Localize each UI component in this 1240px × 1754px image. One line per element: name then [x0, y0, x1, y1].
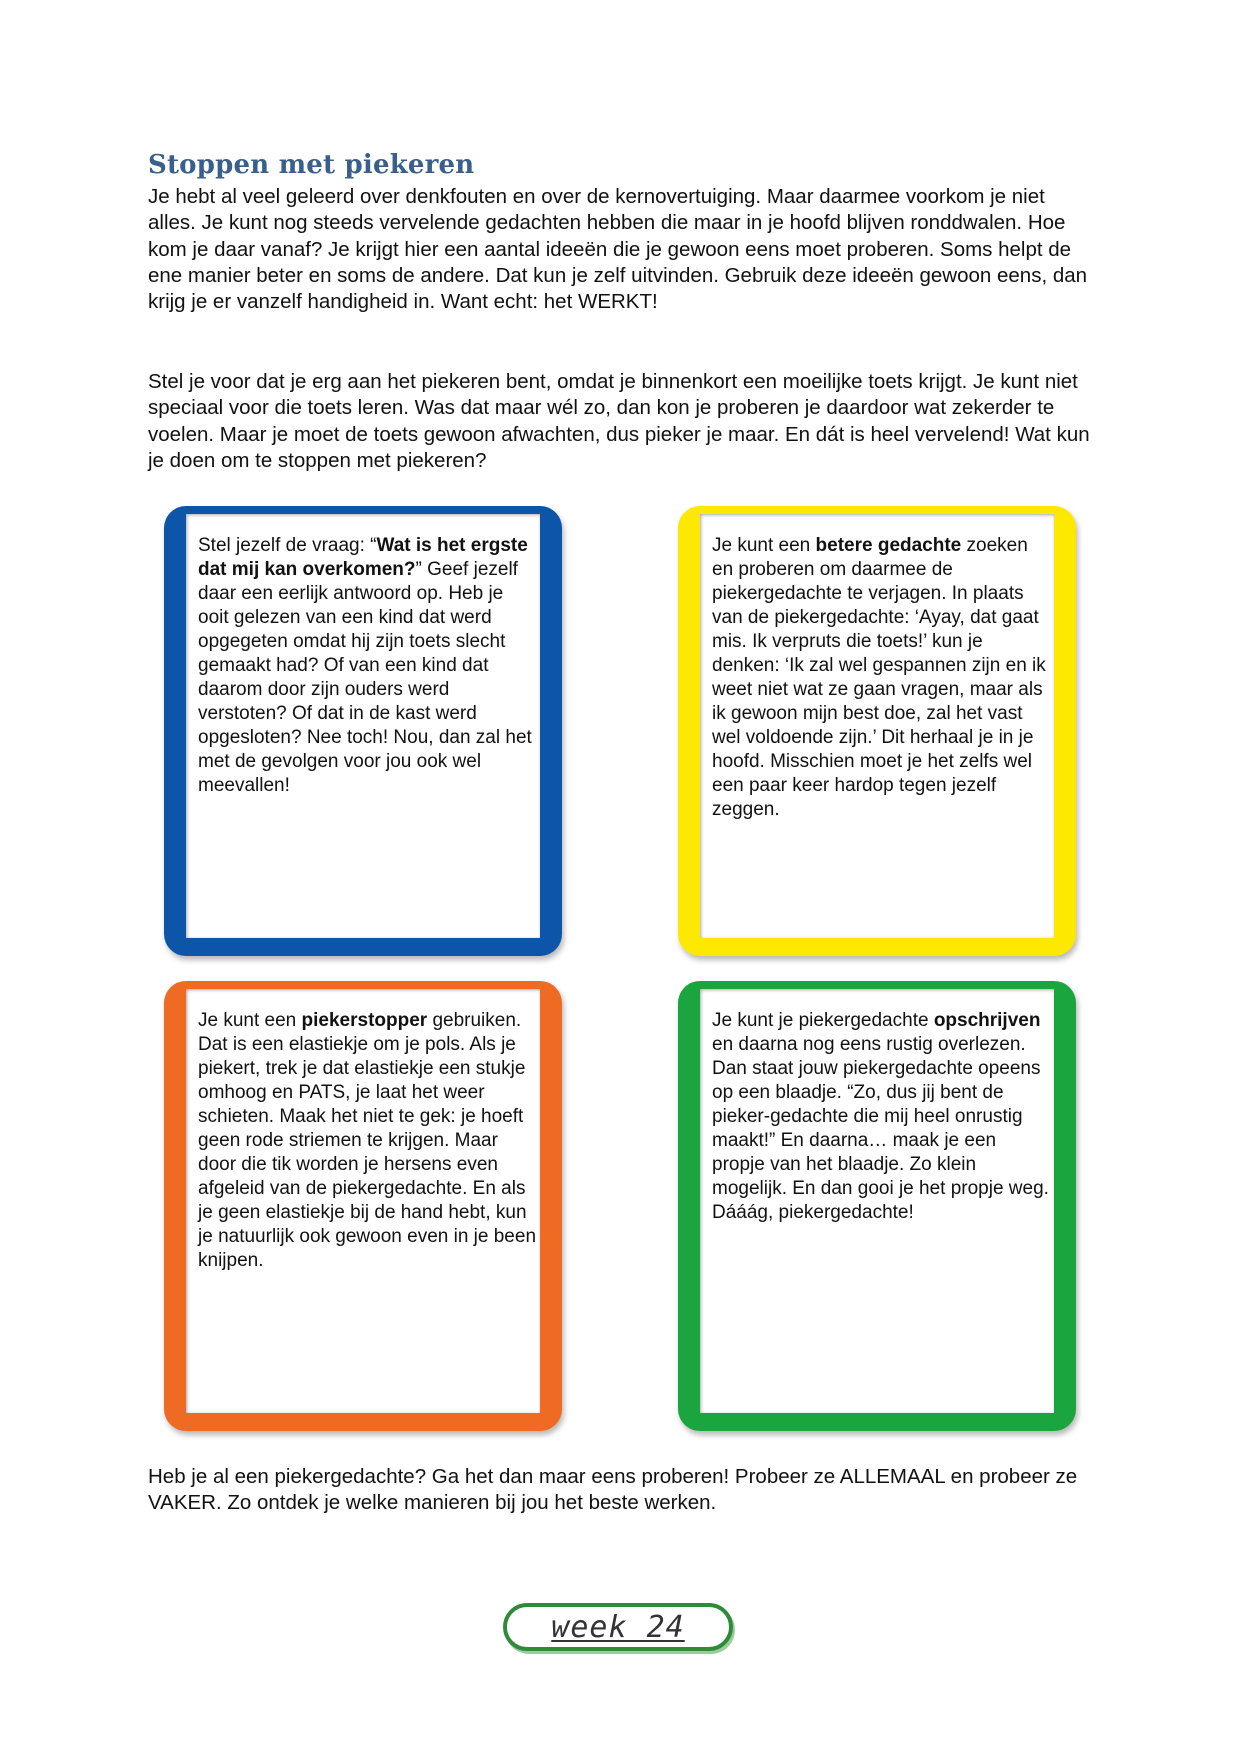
page-title: Stoppen met piekeren	[148, 150, 475, 180]
week-badge	[503, 1603, 733, 1651]
scenario-paragraph: Stel je voor dat je erg aan het piekeren bent, omdat je binnenkort een moeilijke toets krijgt. Je kunt niet speciaal voor die toets leren. Was dat maar wél zo, dan kon je proberen je daardoor wat zekerder te voelen. Maar je moet de toets gewoon afwachten, dus pieker je maar. En dát is heel vervelend! Wat kun je doen om te stoppen met piekeren?	[148, 370, 1090, 472]
card-keyword: piekerstopper	[301, 1010, 428, 1031]
card-panel	[186, 514, 540, 938]
card-body: zoeken en proberen om daarmee de piekergedachte te verjagen. In plaats van de piekergedachte: ‘Ayay, dat gaat mis. Ik verpruts die toets!’ kun je denken: ‘Ik zal wel gespannen zijn en ik weet niet wat ze gaan vragen, maar als ik gewoon mijn best doe, zal het vast wel voldoende zijn.’ Dit herhaal je in je hoofd. Misschien moet je het zelfs wel een paar keer hardop tegen jezelf zeggen.	[712, 535, 1046, 820]
week-label: week 24	[551, 1609, 685, 1645]
tip-card-write-down	[678, 981, 1076, 1431]
intro-paragraph: Je hebt al veel geleerd over denkfouten en over de kernovertuiging. Maar daarmee voorkom je niet alles. Je kunt nog steeds vervelende gedachten hebben die maar in je hoofd blijven ronddwalen. Hoe kom je daar vanaf? Je krijgt hier een aantal ideeën die je gewoon eens moet proberen. Soms helpt de ene manier beter en soms de andere. Dat kun je zelf uitvinden. Gebruik deze ideeën gewoon eens, dan krijg je er vanzelf handigheid in. Want echt: het WERKT!	[148, 185, 1088, 314]
tip-card-worst-case	[164, 506, 562, 956]
card-intro: Je kunt je piekergedachte	[712, 1010, 934, 1031]
card-body: ” Geef jezelf daar een eerlijk antwoord op. Heb je ooit gelezen van een kind dat werd opgegeten omdat hij zijn toets slecht gemaakt had? Of van een kind dat daarom door zijn ouders werd verstoten? Of dat in de kast werd opgesloten? Nee toch! Nou, dan zal het met de gevolgen voor jou ook wel meevallen!	[198, 559, 532, 796]
card-keyword: opschrijven	[933, 1010, 1041, 1031]
card-intro: Je kunt een	[712, 535, 816, 556]
tip-card-better-thought	[678, 506, 1076, 956]
closing-paragraph: Heb je al een piekergedachte? Ga het dan maar eens proberen! Probeer ze ALLEMAAL en probeer ze VAKER. Zo ontdek je welke manieren bij jou het beste werken.	[148, 1465, 1078, 1515]
card-panel	[700, 989, 1054, 1413]
tip-card-worry-stopper	[164, 981, 562, 1431]
card-keyword: Wat is het ergste dat mij kan overkomen?	[198, 535, 528, 580]
card-panel	[186, 989, 540, 1413]
card-text	[198, 534, 536, 798]
card-intro: Stel jezelf de vraag: “	[198, 535, 377, 556]
card-intro: Je kunt een	[198, 1010, 302, 1031]
card-text	[198, 1009, 536, 1273]
card-keyword: betere gedachte	[815, 535, 962, 556]
card-body: gebruiken. Dat is een elastiekje om je pols. Als je piekert, trek je dat elastiekje een stukje omhoog en PATS, je laat het weer schieten. Maak het niet te gek: je hoeft geen rode striemen te krijgen. Maar door die tik worden je hersens even afgeleid van de piekergedachte. En als je geen elastiekje bij de hand hebt, kun je natuurlijk ook gewoon even in je been knijpen.	[198, 1010, 537, 1271]
card-body: en daarna nog eens rustig overlezen. Dan staat jouw piekergedachte opeens op een blaadje. “Zo, dus jij bent de pieker-gedachte die mij heel onrustig maakt!” En daarna… maak je een propje van het blaadje. Zo klein mogelijk. En dan gooi je het propje weg. Dááág, piekergedachte!	[712, 1034, 1049, 1223]
card-text	[712, 534, 1050, 822]
card-panel	[700, 514, 1054, 938]
card-text	[712, 1009, 1050, 1225]
